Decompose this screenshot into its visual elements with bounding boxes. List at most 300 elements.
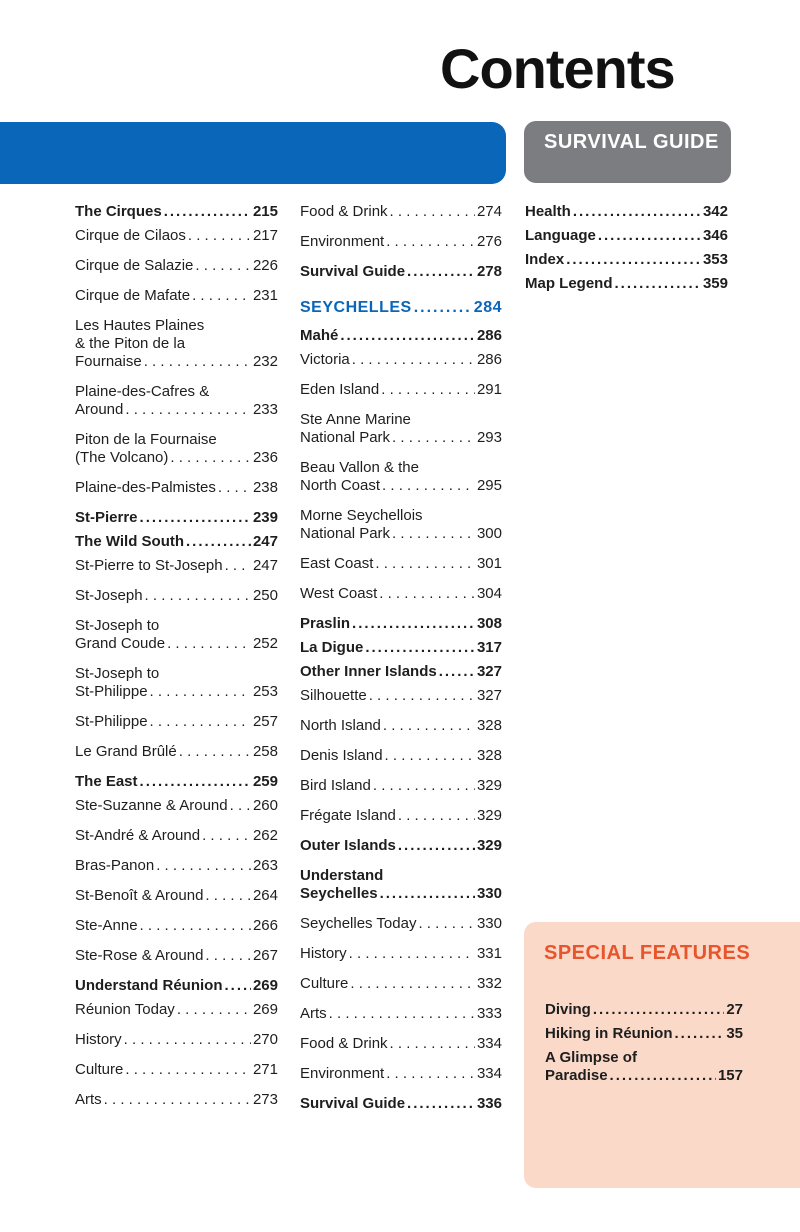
toc-entry-title: Ste-Rose & Around xyxy=(75,947,204,964)
toc-entry-title: Language xyxy=(525,227,596,244)
toc-entry-page: 330 xyxy=(476,885,502,902)
toc-entry-title: Ste-Anne xyxy=(75,917,138,934)
toc-entry[interactable] xyxy=(75,827,278,845)
toc-leader-dots xyxy=(192,287,251,305)
toc-entry-page: 329 xyxy=(476,837,502,854)
toc-leader-dots xyxy=(179,743,251,761)
toc-entry-page: 260 xyxy=(252,797,278,814)
toc-entry-row xyxy=(75,887,278,905)
toc-entry-title: Environment xyxy=(300,1065,385,1082)
toc-entry-row xyxy=(75,479,278,497)
toc-entry-row xyxy=(545,1001,743,1019)
toc-entry-row xyxy=(75,917,278,935)
toc-entry-title: Ste-Suzanne & Around xyxy=(75,797,228,814)
toc-entry-page: 35 xyxy=(726,1025,743,1042)
toc-entry[interactable] xyxy=(300,717,502,735)
toc-entry[interactable] xyxy=(75,947,278,965)
toc-leader-dots xyxy=(140,773,251,791)
toc-entry-page: 327 xyxy=(476,687,502,704)
toc-entry-row xyxy=(300,915,502,933)
toc-entry-title: Food & Drink xyxy=(300,1035,388,1052)
toc-entry-title: Fournaise xyxy=(75,353,142,370)
toc-leader-dots xyxy=(414,299,472,317)
toc-entry-title: Food & Drink xyxy=(300,203,388,220)
toc-entry-page: 274 xyxy=(476,203,502,220)
toc-entry-row xyxy=(75,1091,278,1109)
toc-entry-title: Around xyxy=(75,401,124,418)
survival-guide-header xyxy=(524,121,731,183)
toc-entry-page: 262 xyxy=(252,827,278,844)
toc-entry[interactable] xyxy=(75,557,278,575)
toc-entry[interactable] xyxy=(300,1065,502,1083)
toc-leader-dots xyxy=(140,509,251,527)
toc-entry-title: History xyxy=(300,945,347,962)
toc-entry-title: Understand Réunion xyxy=(75,977,223,994)
toc-entry-page: 286 xyxy=(476,327,502,344)
toc-entry-page: 226 xyxy=(252,257,278,274)
toc-entry-row xyxy=(300,351,502,369)
toc-entry-page: 295 xyxy=(476,477,502,494)
toc-leader-dots xyxy=(390,203,475,221)
toc-entry-row xyxy=(300,585,502,603)
toc-entry-title: Seychelles xyxy=(300,885,378,902)
toc-entry[interactable] xyxy=(300,507,502,543)
toc-entry[interactable] xyxy=(300,639,502,657)
toc-entry-page: 264 xyxy=(252,887,278,904)
toc-entry[interactable] xyxy=(75,431,278,467)
toc-entry-row xyxy=(300,555,502,573)
toc-entry-title: History xyxy=(75,1031,122,1048)
toc-entry-title: Map Legend xyxy=(525,275,613,292)
toc-leader-dots xyxy=(407,1095,475,1113)
toc-leader-dots xyxy=(144,353,251,371)
toc-entry-title: Réunion Today xyxy=(75,1001,175,1018)
toc-leader-dots xyxy=(156,857,251,875)
toc-entry-page: 232 xyxy=(252,353,278,370)
toc-entry-title: Bird Island xyxy=(300,777,371,794)
toc-entry-page: 308 xyxy=(476,615,502,632)
toc-entry-title: Arts xyxy=(75,1091,102,1108)
toc-entry-title: Plaine-des-Palmistes xyxy=(75,479,216,496)
toc-entry-page: 346 xyxy=(702,227,728,244)
toc-entry[interactable] xyxy=(75,797,278,815)
toc-entry-page: 253 xyxy=(252,683,278,700)
toc-entry-row xyxy=(300,885,502,903)
toc-entry-title: National Park xyxy=(300,429,391,446)
toc-entry-page: 327 xyxy=(476,663,502,680)
toc-leader-dots xyxy=(398,807,475,825)
toc-entry[interactable] xyxy=(545,1049,743,1085)
survival-guide-label: SURVIVAL GUIDE xyxy=(544,131,719,153)
toc-entry[interactable] xyxy=(75,887,278,905)
toc-entry-title: East Coast xyxy=(300,555,374,572)
toc-leader-dots xyxy=(373,777,475,795)
toc-entry-title: St-André & Around xyxy=(75,827,201,844)
toc-entry-row xyxy=(300,837,502,855)
toc-entry[interactable] xyxy=(300,381,502,399)
toc-entry-row xyxy=(300,663,502,681)
toc-entry-title-line: Understand xyxy=(300,867,384,884)
toc-entry[interactable] xyxy=(75,1031,278,1049)
toc-entry-title: West Coast xyxy=(300,585,378,602)
toc-leader-dots xyxy=(124,1031,251,1049)
toc-entry-title-line: St-Joseph to xyxy=(75,665,160,682)
toc-entry-title: The Wild South xyxy=(75,533,185,550)
toc-leader-dots xyxy=(170,449,251,467)
toc-leader-dots xyxy=(615,275,701,293)
toc-entry-title: Denis Island xyxy=(300,747,383,764)
toc-entry[interactable] xyxy=(300,777,502,795)
toc-entry-title: Paradise xyxy=(545,1067,608,1084)
toc-entry-page: 270 xyxy=(252,1031,278,1048)
toc-entry[interactable] xyxy=(300,867,502,903)
toc-entry-row xyxy=(75,947,278,965)
toc-leader-dots xyxy=(145,587,251,605)
toc-entry[interactable] xyxy=(75,203,278,221)
toc-entry[interactable] xyxy=(300,663,502,681)
toc-entry-row xyxy=(300,1005,502,1023)
toc-entry[interactable] xyxy=(75,743,278,761)
toc-leader-dots xyxy=(218,479,251,497)
toc-leader-dots xyxy=(675,1025,725,1043)
toc-entry-row xyxy=(300,687,502,705)
toc-entry-row xyxy=(300,203,502,221)
toc-entry[interactable] xyxy=(75,1061,278,1079)
toc-leader-dots xyxy=(125,401,251,419)
toc-entry[interactable] xyxy=(75,773,278,791)
toc-entry-title: St-Pierre to St-Joseph xyxy=(75,557,223,574)
toc-entry-title: Eden Island xyxy=(300,381,380,398)
toc-entry-row xyxy=(75,557,278,575)
toc-entry-row xyxy=(300,615,502,633)
header-bar xyxy=(0,122,506,184)
toc-leader-dots xyxy=(104,1091,251,1109)
toc-entry-page: 276 xyxy=(476,233,502,250)
toc-entry-title: Arts xyxy=(300,1005,327,1022)
toc-leader-dots xyxy=(381,381,475,399)
toc-entry[interactable] xyxy=(300,1005,502,1023)
toc-entry-page: 250 xyxy=(252,587,278,604)
toc-leader-dots xyxy=(329,1005,475,1023)
toc-entry-page: 257 xyxy=(252,713,278,730)
toc-entry[interactable] xyxy=(525,203,728,221)
toc-leader-dots xyxy=(167,635,251,653)
toc-entry-page: 269 xyxy=(252,1001,278,1018)
toc-entry[interactable] xyxy=(300,411,502,447)
toc-entry-page: 27 xyxy=(726,1001,743,1018)
toc-entry[interactable] xyxy=(300,1095,502,1113)
toc-leader-dots xyxy=(380,885,475,903)
toc-entry-row xyxy=(75,257,278,275)
toc-entry-page: 291 xyxy=(476,381,502,398)
toc-entry-row xyxy=(75,977,278,995)
toc-entry-row xyxy=(75,1061,278,1079)
toc-entry-row xyxy=(75,635,278,653)
toc-entry-row xyxy=(75,401,278,419)
toc-entry[interactable] xyxy=(525,275,728,293)
toc-entry-title: Grand Coude xyxy=(75,635,166,652)
toc-entry[interactable] xyxy=(300,615,502,633)
toc-entry-page: 329 xyxy=(476,807,502,824)
page-title: Contents xyxy=(440,37,675,100)
toc-entry[interactable] xyxy=(300,299,502,317)
toc-leader-dots xyxy=(188,227,251,245)
toc-leader-dots xyxy=(369,687,475,705)
toc-entry-page: 233 xyxy=(252,401,278,418)
toc-entry[interactable] xyxy=(300,459,502,495)
toc-entry[interactable] xyxy=(75,257,278,275)
toc-entry-page: 215 xyxy=(252,203,278,220)
toc-entry-page: 317 xyxy=(476,639,502,656)
toc-entry-row xyxy=(300,1095,502,1113)
toc-entry[interactable] xyxy=(300,747,502,765)
toc-leader-dots xyxy=(392,429,475,447)
toc-entry-row xyxy=(75,857,278,875)
toc-entry-title: St-Philippe xyxy=(75,713,148,730)
toc-entry-row xyxy=(75,743,278,761)
toc-entry-page: 286 xyxy=(476,351,502,368)
toc-leader-dots xyxy=(598,227,701,245)
toc-entry-row xyxy=(545,1025,743,1043)
toc-entry-title: Environment xyxy=(300,233,385,250)
toc-entry[interactable] xyxy=(300,555,502,573)
toc-entry-title: North Coast xyxy=(300,477,381,494)
toc-entry[interactable] xyxy=(75,287,278,305)
toc-leader-dots xyxy=(195,257,251,275)
toc-entry-page: 217 xyxy=(252,227,278,244)
toc-entry-row xyxy=(300,233,502,251)
toc-leader-dots xyxy=(340,327,475,345)
toc-leader-dots xyxy=(386,233,475,251)
toc-entry-title-line: Piton de la Fournaise xyxy=(75,431,217,448)
toc-entry-row xyxy=(300,263,502,281)
toc-leader-dots xyxy=(385,747,475,765)
toc-leader-dots xyxy=(375,555,475,573)
toc-entry-row xyxy=(75,287,278,305)
toc-entry-page: 300 xyxy=(476,525,502,542)
toc-entry-page: 359 xyxy=(702,275,728,292)
toc-entry-page: 273 xyxy=(252,1091,278,1108)
toc-entry-page: 331 xyxy=(476,945,502,962)
toc-entry-title-line: Ste Anne Marine xyxy=(300,411,411,428)
toc-leader-dots xyxy=(150,713,251,731)
toc-leader-dots xyxy=(418,915,475,933)
toc-entry-row xyxy=(300,299,502,317)
toc-entry-title: St-Benoît & Around xyxy=(75,887,204,904)
toc-entry-page: 259 xyxy=(252,773,278,790)
toc-leader-dots xyxy=(352,351,475,369)
toc-entry-page: 342 xyxy=(702,203,728,220)
toc-leader-dots xyxy=(125,1061,251,1079)
toc-entry[interactable] xyxy=(300,351,502,369)
toc-entry-row xyxy=(525,203,728,221)
toc-entry[interactable] xyxy=(525,251,728,269)
toc-entry[interactable] xyxy=(300,585,502,603)
toc-entry-page: 293 xyxy=(476,429,502,446)
toc-entry-page: 252 xyxy=(252,635,278,652)
toc-entry-row xyxy=(75,713,278,731)
toc-entry-title: Survival Guide xyxy=(300,263,406,280)
toc-entry-row xyxy=(75,773,278,791)
toc-leader-dots xyxy=(150,683,251,701)
toc-entry[interactable] xyxy=(545,1001,743,1019)
toc-entry-page: 328 xyxy=(476,717,502,734)
toc-entry-row xyxy=(300,975,502,993)
toc-entry-row xyxy=(75,353,278,371)
toc-leader-dots xyxy=(566,251,701,269)
toc-entry[interactable] xyxy=(75,509,278,527)
toc-entry-row xyxy=(75,449,278,467)
toc-entry-title: Culture xyxy=(300,975,349,992)
toc-entry-row xyxy=(300,1035,502,1053)
toc-entry[interactable] xyxy=(300,837,502,855)
toc-leader-dots xyxy=(230,797,251,815)
toc-entry[interactable] xyxy=(300,327,502,345)
toc-entry-row xyxy=(75,797,278,815)
toc-entry-title-line: Les Hautes Plaines xyxy=(75,317,205,334)
toc-leader-dots xyxy=(386,1065,475,1083)
toc-leader-dots xyxy=(225,557,251,575)
toc-entry[interactable] xyxy=(300,687,502,705)
toc-entry-title: St-Philippe xyxy=(75,683,148,700)
toc-entry[interactable] xyxy=(75,533,278,551)
toc-entry-title: Culture xyxy=(75,1061,124,1078)
toc-entry[interactable] xyxy=(75,617,278,653)
toc-entry[interactable] xyxy=(75,1091,278,1109)
toc-entry[interactable] xyxy=(75,713,278,731)
toc-entry-page: 266 xyxy=(252,917,278,934)
toc-entry-page: 231 xyxy=(252,287,278,304)
toc-leader-dots xyxy=(573,203,701,221)
toc-entry[interactable] xyxy=(300,915,502,933)
toc-leader-dots xyxy=(365,639,475,657)
toc-entry-title: Bras-Panon xyxy=(75,857,155,874)
toc-entry-page: 247 xyxy=(252,533,278,550)
toc-entry[interactable] xyxy=(545,1025,743,1043)
toc-entry-title-line: Beau Vallon & the xyxy=(300,459,419,476)
toc-entry[interactable] xyxy=(300,203,502,221)
toc-leader-dots xyxy=(382,477,475,495)
toc-leader-dots xyxy=(398,837,475,855)
toc-leader-dots xyxy=(205,887,251,905)
toc-entry-page: 284 xyxy=(473,299,502,316)
toc-entry-page: 271 xyxy=(252,1061,278,1078)
toc-entry-page: 263 xyxy=(252,857,278,874)
toc-entry[interactable] xyxy=(75,587,278,605)
toc-leader-dots xyxy=(140,917,251,935)
toc-entry-row xyxy=(300,525,502,543)
toc-entry[interactable] xyxy=(300,807,502,825)
toc-entry[interactable] xyxy=(75,479,278,497)
toc-leader-dots xyxy=(164,203,251,221)
toc-entry[interactable] xyxy=(75,317,278,371)
toc-leader-dots xyxy=(392,525,475,543)
toc-entry-row xyxy=(545,1067,743,1085)
toc-entry-title: St-Pierre xyxy=(75,509,138,526)
toc-entry[interactable] xyxy=(300,945,502,963)
toc-entry-title: (The Volcano) xyxy=(75,449,169,466)
toc-entry-title-line: Plaine-des-Cafres & xyxy=(75,383,210,400)
toc-entry[interactable] xyxy=(75,1001,278,1019)
toc-entry-title: Health xyxy=(525,203,571,220)
toc-entry-row xyxy=(300,717,502,735)
toc-entry-row xyxy=(525,251,728,269)
toc-entry-title: Seychelles Today xyxy=(300,915,417,932)
toc-entry-title: La Digue xyxy=(300,639,364,656)
toc-entry[interactable] xyxy=(75,977,278,995)
toc-entry-title: Hiking in Réunion xyxy=(545,1025,673,1042)
toc-leader-dots xyxy=(350,975,475,993)
toc-entry-page: 301 xyxy=(476,555,502,572)
toc-entry[interactable] xyxy=(525,227,728,245)
toc-leader-dots xyxy=(202,827,251,845)
toc-entry-page: 238 xyxy=(252,479,278,496)
toc-entry[interactable] xyxy=(75,857,278,875)
toc-leader-dots xyxy=(186,533,251,551)
toc-entry-page: 328 xyxy=(476,747,502,764)
toc-entry-row xyxy=(300,477,502,495)
toc-entry[interactable] xyxy=(75,383,278,419)
toc-leader-dots xyxy=(379,585,475,603)
toc-entry-title: Frégate Island xyxy=(300,807,396,824)
toc-entry-title: Le Grand Brûlé xyxy=(75,743,177,760)
toc-entry-title: SEYCHELLES xyxy=(300,299,412,316)
toc-entry-title-line: St-Joseph to xyxy=(75,617,160,634)
toc-entry[interactable] xyxy=(300,263,502,281)
toc-entry-page: 236 xyxy=(252,449,278,466)
toc-entry[interactable] xyxy=(300,975,502,993)
toc-leader-dots xyxy=(610,1067,716,1085)
toc-leader-dots xyxy=(349,945,475,963)
toc-entry-page: 157 xyxy=(717,1067,743,1084)
toc-entry-row xyxy=(300,777,502,795)
toc-entry-page: 336 xyxy=(476,1095,502,1112)
toc-entry-row xyxy=(525,275,728,293)
toc-leader-dots xyxy=(205,947,251,965)
toc-entry-page: 239 xyxy=(252,509,278,526)
toc-leader-dots xyxy=(177,1001,251,1019)
toc-entry-row xyxy=(300,945,502,963)
toc-entry-page: 329 xyxy=(476,777,502,794)
toc-entry-title: Cirque de Salazie xyxy=(75,257,194,274)
toc-leader-dots xyxy=(390,1035,475,1053)
toc-leader-dots xyxy=(383,717,475,735)
toc-entry-title: Silhouette xyxy=(300,687,367,704)
toc-entry[interactable] xyxy=(75,665,278,701)
toc-entry-page: 267 xyxy=(252,947,278,964)
toc-entry-row xyxy=(75,1031,278,1049)
toc-leader-dots xyxy=(593,1001,724,1019)
toc-entry[interactable] xyxy=(75,227,278,245)
toc-entry-row xyxy=(300,327,502,345)
toc-entry[interactable] xyxy=(300,233,502,251)
toc-entry[interactable] xyxy=(300,1035,502,1053)
toc-entry-title: Index xyxy=(525,251,565,268)
toc-entry-row xyxy=(300,747,502,765)
toc-entry-page: 334 xyxy=(476,1065,502,1082)
toc-entry[interactable] xyxy=(75,917,278,935)
toc-entry-row xyxy=(300,429,502,447)
toc-entry-row xyxy=(75,683,278,701)
toc-entry-row xyxy=(75,1001,278,1019)
toc-entry-page: 332 xyxy=(476,975,502,992)
toc-entry-page: 258 xyxy=(252,743,278,760)
toc-entry-title: Outer Islands xyxy=(300,837,396,854)
toc-leader-dots xyxy=(225,977,251,995)
toc-entry-title: Mahé xyxy=(300,327,339,344)
toc-entry-page: 330 xyxy=(476,915,502,932)
toc-entry-row xyxy=(75,227,278,245)
